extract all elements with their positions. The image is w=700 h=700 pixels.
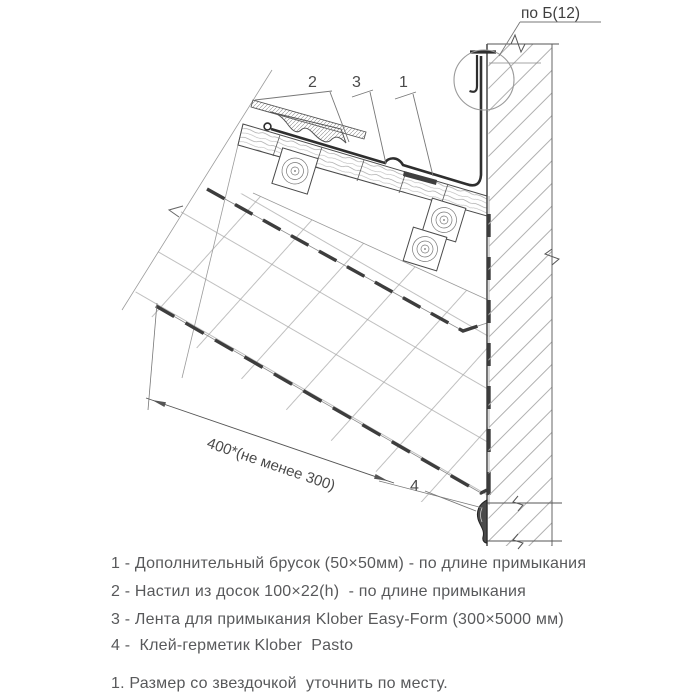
dimension-label: 400*(не менее 300) [204, 434, 338, 495]
callout-1-label: 1 [399, 74, 408, 91]
callout-3-leader [370, 92, 386, 164]
callout-3-label: 3 [352, 74, 361, 91]
callout-1-underline [395, 92, 416, 99]
legend-note: 1. Размер со звездочкой уточнить по месту. [111, 675, 448, 692]
detail-callout-label: по Б(12) [521, 5, 581, 22]
callout-3-underline [352, 90, 373, 97]
wall [487, 35, 562, 549]
legend-item-1: 1 - Дополнительный брусок (50×50мм) - по длине примыкания [111, 555, 587, 572]
legend-item-3: 3 - Лента для примыкания Klober Easy-Form (300×5000 мм) [111, 611, 564, 628]
tape-roll-curl [264, 123, 271, 130]
tape-top-clamp-hook [470, 55, 478, 92]
callout-1-leader [413, 94, 433, 176]
sealant-bead [477, 500, 487, 543]
callout-2-underline [255, 91, 332, 100]
dimension-arrow-left [152, 400, 166, 407]
wall-hatch [489, 44, 553, 546]
dimension-extension-line-1 [148, 303, 157, 410]
callout-2-label: 2 [308, 74, 317, 91]
legend-item-4: 4 - Клей-герметик Klober Pasto [111, 637, 354, 654]
callout-4-label: 4 [410, 478, 419, 495]
legend-item-2: 2 - Настил из досок 100×22(h) - по длине примыкания [111, 583, 527, 600]
